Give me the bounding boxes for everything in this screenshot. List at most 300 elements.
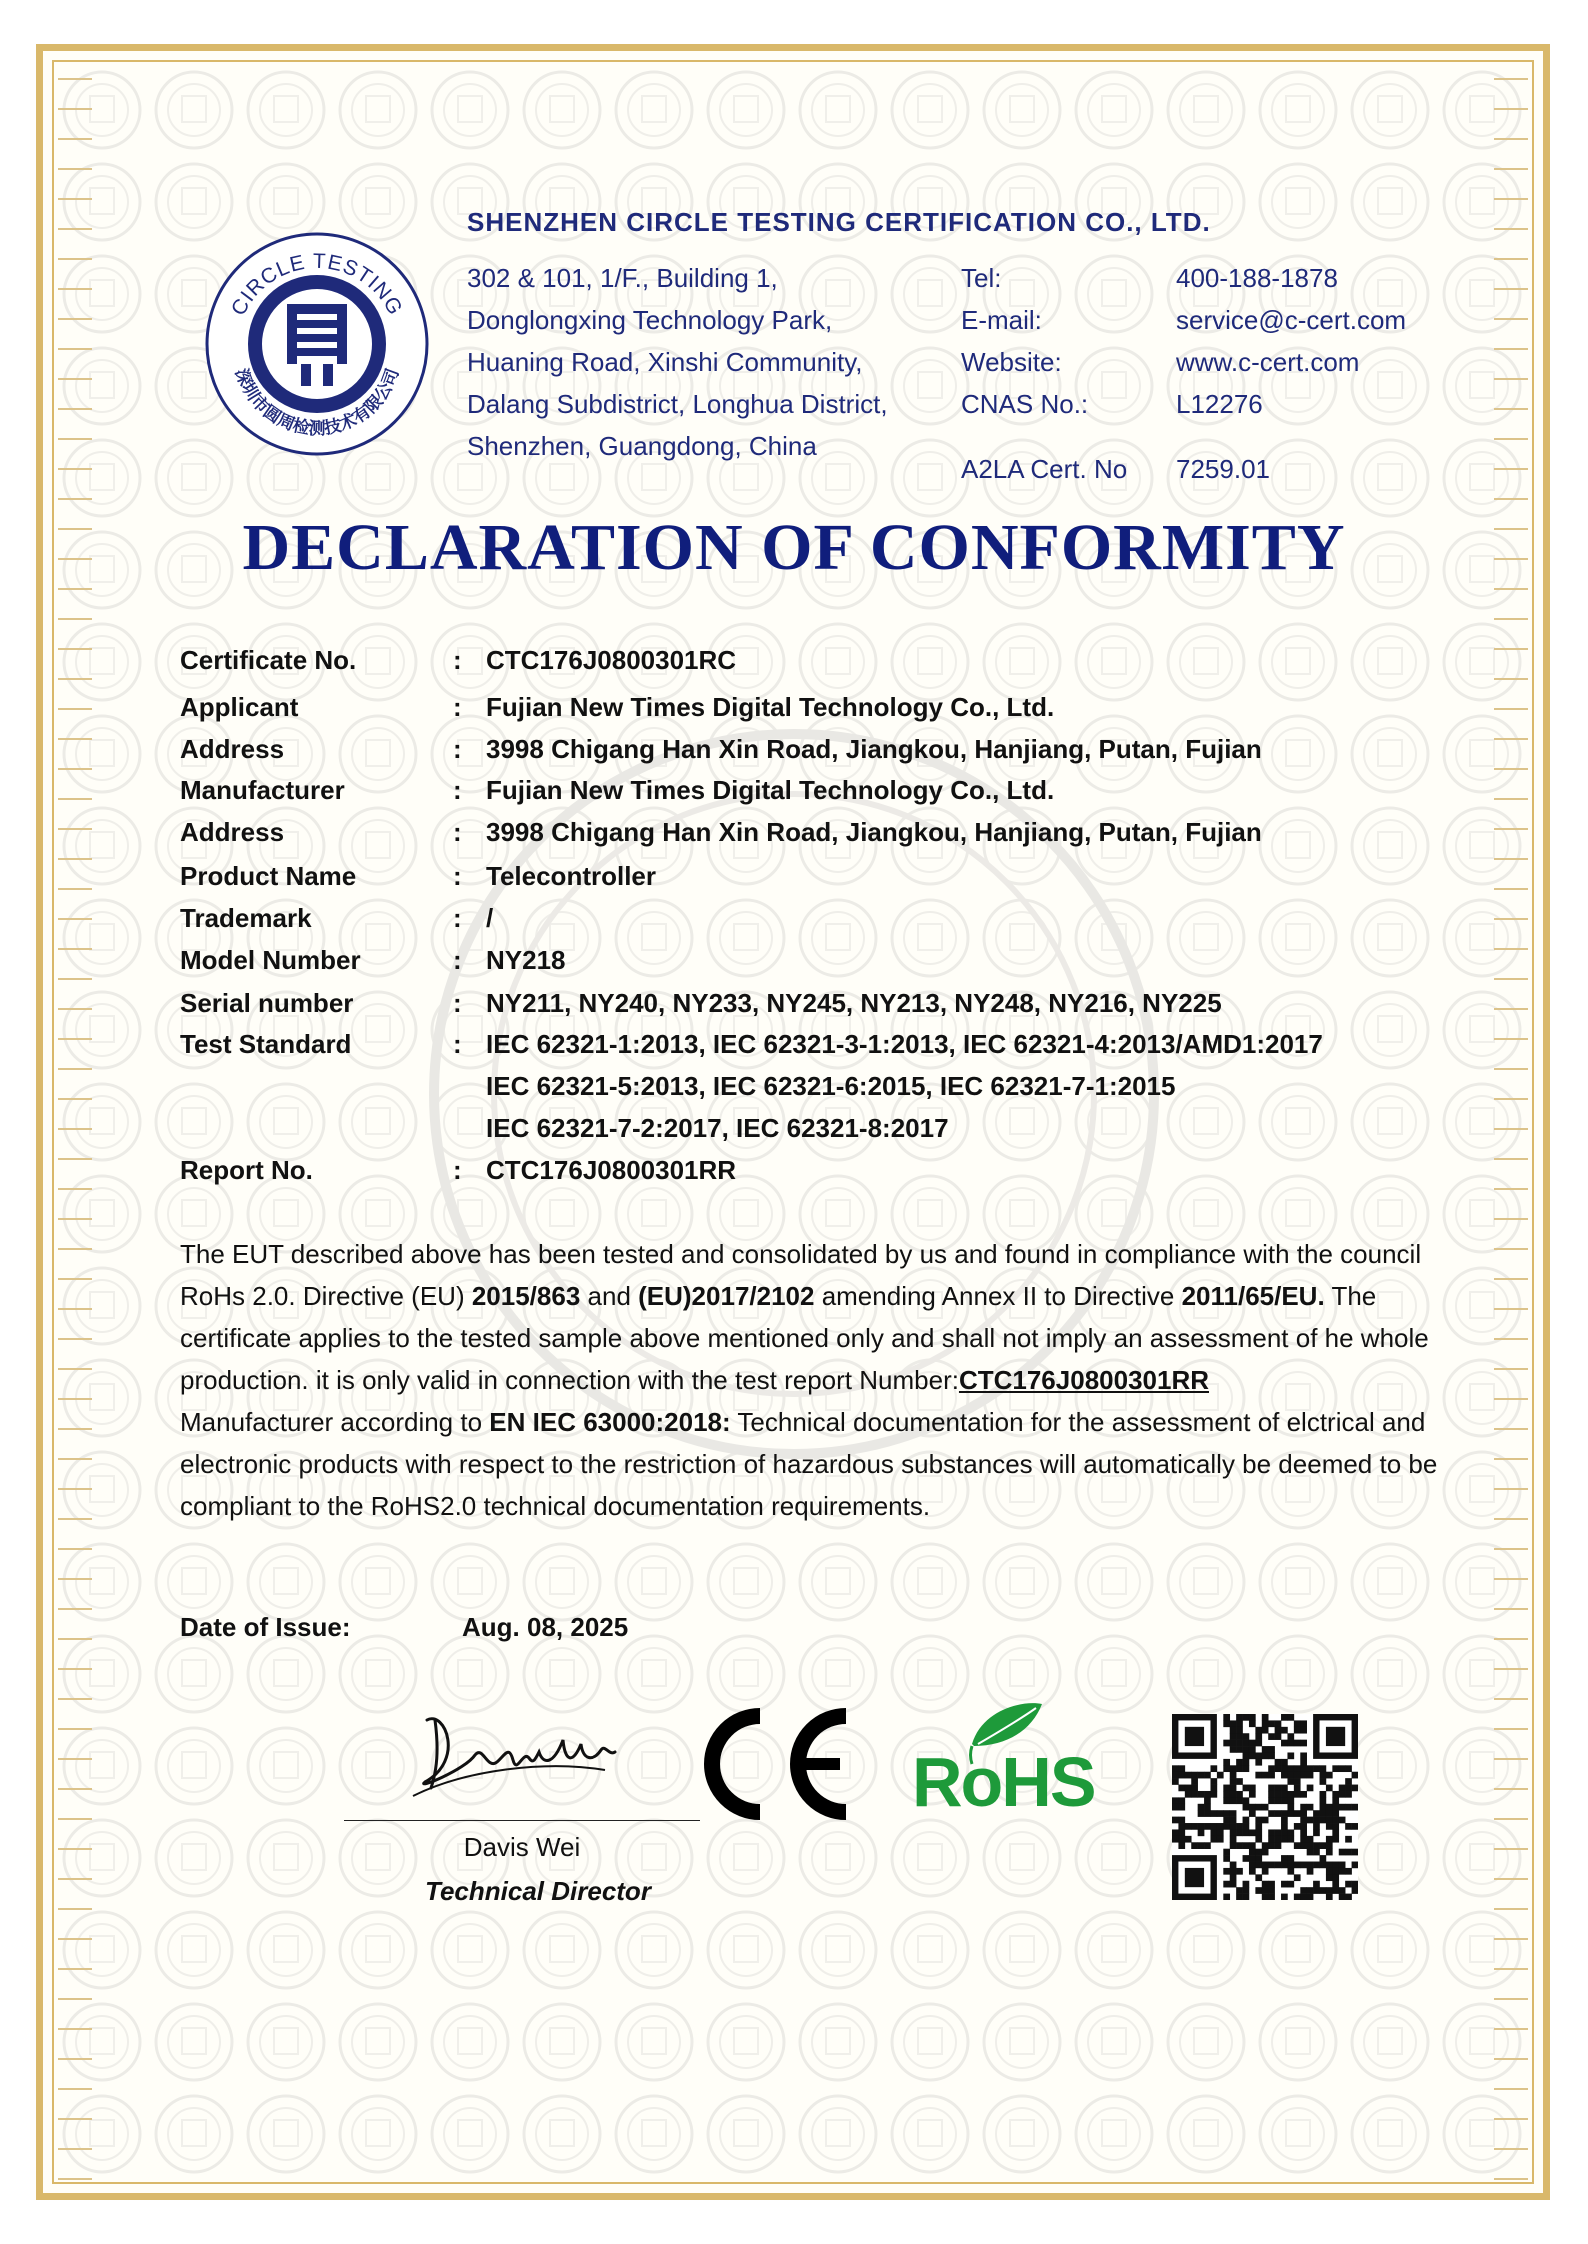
qr-module — [1191, 1842, 1198, 1849]
qr-module — [1236, 1842, 1243, 1849]
qr-module — [1223, 1785, 1230, 1792]
qr-module — [1217, 1772, 1224, 1779]
qr-module — [1275, 1785, 1282, 1792]
qr-module — [1332, 1817, 1339, 1824]
qr-module — [1223, 1881, 1230, 1888]
qr-module — [1332, 1874, 1339, 1881]
qr-module — [1223, 1817, 1230, 1824]
qr-module — [1223, 1810, 1230, 1817]
qr-module — [1262, 1752, 1269, 1759]
qr-module — [1300, 1894, 1307, 1900]
statement-directive: 2011/65/EU. — [1181, 1281, 1325, 1311]
qr-module — [1300, 1829, 1307, 1836]
qr-module — [1243, 1823, 1250, 1830]
qr-module — [1320, 1855, 1327, 1862]
qr-module — [1345, 1849, 1352, 1856]
manufacturer-address-value: 3998 Chigang Han Xin Road, Jiangkou, Hanjiang, Putan, Fujian — [486, 817, 1262, 847]
qr-module — [1281, 1759, 1288, 1766]
qr-module — [1326, 1874, 1333, 1881]
qr-module — [1326, 1887, 1333, 1894]
company-address-line: 302 & 101, 1/F., Building 1, — [467, 263, 778, 293]
qr-module — [1294, 1772, 1301, 1779]
qr-module — [1236, 1727, 1243, 1734]
qr-module — [1275, 1836, 1282, 1843]
qr-module — [1262, 1772, 1269, 1779]
qr-module — [1204, 1791, 1211, 1798]
qr-module — [1262, 1894, 1269, 1900]
qr-module — [1300, 1765, 1307, 1772]
qr-finder-pattern — [1185, 1868, 1204, 1887]
qr-module — [1230, 1746, 1237, 1753]
qr-module — [1230, 1785, 1237, 1792]
qr-module — [1268, 1791, 1275, 1798]
tel-label: Tel: — [961, 263, 1002, 293]
qr-module — [1262, 1714, 1269, 1721]
qr-module — [1287, 1778, 1294, 1785]
qr-module — [1217, 1829, 1224, 1836]
model-number-value: NY218 — [486, 945, 566, 975]
email-label: E-mail: — [961, 305, 1042, 335]
statement-text: Manufacturer according to — [180, 1407, 490, 1437]
qr-module — [1255, 1759, 1262, 1766]
qr-module — [1300, 1791, 1307, 1798]
qr-module — [1339, 1862, 1346, 1869]
field-colon: : — [453, 1155, 462, 1185]
qr-module — [1345, 1804, 1352, 1811]
qr-module — [1243, 1797, 1250, 1804]
qr-module — [1243, 1740, 1250, 1747]
product-name-value: Telecontroller — [486, 861, 657, 891]
qr-module — [1223, 1791, 1230, 1798]
qr-module — [1320, 1804, 1327, 1811]
qr-module — [1223, 1740, 1230, 1747]
qr-module — [1249, 1862, 1256, 1869]
qr-module — [1243, 1733, 1250, 1740]
qr-module — [1307, 1862, 1314, 1869]
a2la-label: A2LA Cert. No — [961, 454, 1128, 484]
qr-module — [1287, 1752, 1294, 1759]
qr-module — [1249, 1849, 1256, 1856]
qr-module — [1300, 1842, 1307, 1849]
qr-module — [1223, 1714, 1230, 1721]
qr-module — [1217, 1823, 1224, 1830]
qr-module — [1275, 1862, 1282, 1869]
qr-module — [1172, 1765, 1179, 1772]
qr-module — [1223, 1720, 1230, 1727]
qr-module — [1230, 1829, 1237, 1836]
qr-code[interactable] — [1172, 1714, 1358, 1900]
logo-arc-text: CIRCLE TESTING — [227, 249, 407, 320]
qr-module — [1307, 1894, 1314, 1900]
email-value: service@c-cert.com — [1176, 305, 1407, 335]
field-colon: : — [453, 734, 462, 764]
qr-module — [1275, 1733, 1282, 1740]
qr-module — [1236, 1765, 1243, 1772]
test-standard-value: IEC 62321-1:2013, IEC 62321-3-1:2013, IEC 62321-4:2013/AMD1:2017 — [486, 1029, 1323, 1059]
qr-module — [1249, 1829, 1256, 1836]
qr-module — [1191, 1823, 1198, 1830]
qr-module — [1307, 1836, 1314, 1843]
qr-module — [1230, 1765, 1237, 1772]
qr-module — [1243, 1887, 1250, 1894]
qr-module — [1249, 1720, 1256, 1727]
qr-module — [1268, 1842, 1275, 1849]
trademark-label: Trademark — [180, 903, 312, 933]
qr-module — [1178, 1829, 1185, 1836]
certificate-no-value: CTC176J0800301RC — [486, 645, 737, 675]
qr-module — [1320, 1810, 1327, 1817]
qr-module — [1255, 1836, 1262, 1843]
rohs-mark-text: RoHS — [912, 1743, 1095, 1816]
qr-module — [1294, 1727, 1301, 1734]
qr-module — [1300, 1817, 1307, 1824]
qr-module — [1352, 1862, 1358, 1869]
field-colon: : — [453, 692, 462, 722]
qr-module — [1210, 1823, 1217, 1830]
qr-module — [1281, 1797, 1288, 1804]
qr-module — [1230, 1720, 1237, 1727]
qr-module — [1287, 1740, 1294, 1747]
qr-module — [1268, 1887, 1275, 1894]
statement-paragraph-1 — [180, 1233, 1440, 1401]
qr-module — [1332, 1810, 1339, 1817]
qr-module — [1243, 1842, 1250, 1849]
qr-module — [1332, 1868, 1339, 1875]
qr-module — [1313, 1842, 1320, 1849]
qr-module — [1255, 1874, 1262, 1881]
qr-module — [1307, 1868, 1314, 1875]
handwritten-signature — [405, 1700, 635, 1810]
qr-module — [1230, 1740, 1237, 1747]
qr-module — [1326, 1862, 1333, 1869]
statement-paragraph-2 — [180, 1401, 1440, 1527]
qr-module — [1249, 1714, 1256, 1721]
qr-module — [1300, 1720, 1307, 1727]
statement-text: amending Annex II to Directive — [814, 1281, 1182, 1311]
qr-module — [1268, 1797, 1275, 1804]
qr-module — [1210, 1829, 1217, 1836]
qr-module — [1300, 1759, 1307, 1766]
qr-module — [1300, 1862, 1307, 1869]
qr-module — [1307, 1772, 1314, 1779]
qr-module — [1268, 1836, 1275, 1843]
qr-module — [1268, 1752, 1275, 1759]
applicant-label: Applicant — [180, 692, 299, 722]
statement-text: Technical documentation for the assessment of elctrical and electronic products with respect to the restriction of hazardous substances will automatically be deemed to be compliant to the RoHS2.0 technical documentation requirements. — [180, 1407, 1438, 1521]
qr-module — [1300, 1804, 1307, 1811]
field-colon: : — [453, 988, 462, 1018]
qr-module — [1287, 1881, 1294, 1888]
qr-module — [1262, 1727, 1269, 1734]
qr-module — [1281, 1823, 1288, 1830]
qr-module — [1275, 1791, 1282, 1798]
qr-module — [1198, 1772, 1205, 1779]
qr-module — [1294, 1785, 1301, 1792]
qr-module — [1178, 1836, 1185, 1843]
qr-module — [1236, 1714, 1243, 1721]
qr-module — [1326, 1785, 1333, 1792]
qr-module — [1281, 1785, 1288, 1792]
qr-module — [1255, 1752, 1262, 1759]
qr-module — [1281, 1772, 1288, 1779]
qr-module — [1339, 1765, 1346, 1772]
field-colon: : — [453, 945, 462, 975]
qr-module — [1172, 1829, 1179, 1836]
qr-module — [1236, 1740, 1243, 1747]
qr-module — [1236, 1797, 1243, 1804]
qr-module — [1313, 1862, 1320, 1869]
qr-module — [1243, 1752, 1250, 1759]
qr-module — [1230, 1874, 1237, 1881]
qr-module — [1313, 1849, 1320, 1856]
qr-module — [1268, 1829, 1275, 1836]
qr-module — [1268, 1720, 1275, 1727]
qr-module — [1243, 1855, 1250, 1862]
qr-finder-pattern — [1185, 1727, 1204, 1746]
qr-module — [1275, 1765, 1282, 1772]
qr-module — [1313, 1810, 1320, 1817]
qr-module — [1332, 1836, 1339, 1843]
qr-module — [1281, 1855, 1288, 1862]
qr-module — [1262, 1862, 1269, 1869]
statement-directive: (EU)2017/2102 — [638, 1281, 815, 1311]
qr-module — [1287, 1810, 1294, 1817]
qr-module — [1294, 1765, 1301, 1772]
qr-module — [1345, 1881, 1352, 1888]
qr-module — [1339, 1894, 1346, 1900]
qr-module — [1185, 1836, 1192, 1843]
qr-module — [1320, 1887, 1327, 1894]
qr-module — [1268, 1746, 1275, 1753]
qr-module — [1243, 1746, 1250, 1753]
qr-module — [1287, 1829, 1294, 1836]
qr-module — [1345, 1836, 1352, 1843]
field-colon: : — [453, 1029, 462, 1059]
qr-module — [1294, 1740, 1301, 1747]
qr-module — [1223, 1823, 1230, 1830]
qr-module — [1287, 1791, 1294, 1798]
qr-module — [1307, 1842, 1314, 1849]
qr-module — [1262, 1817, 1269, 1824]
qr-module — [1262, 1720, 1269, 1727]
field-colon: : — [453, 775, 462, 805]
serial-number-value: NY211, NY240, NY233, NY245, NY213, NY248, NY216, NY225 — [486, 988, 1222, 1018]
qr-module — [1249, 1804, 1256, 1811]
qr-module — [1178, 1823, 1185, 1830]
qr-module — [1281, 1740, 1288, 1747]
company-address-line: Donglongxing Technology Park, — [467, 305, 833, 335]
qr-module — [1210, 1836, 1217, 1843]
qr-module — [1255, 1727, 1262, 1734]
company-address-line: Shenzhen, Guangdong, China — [467, 431, 817, 461]
qr-module — [1249, 1842, 1256, 1849]
rohs-mark — [912, 1700, 1102, 1816]
qr-module — [1307, 1849, 1314, 1856]
qr-module — [1198, 1842, 1205, 1849]
model-number-label: Model Number — [180, 945, 361, 975]
qr-module — [1172, 1797, 1179, 1804]
qr-module — [1320, 1862, 1327, 1869]
qr-module — [1287, 1765, 1294, 1772]
qr-module — [1230, 1868, 1237, 1875]
qr-module — [1300, 1752, 1307, 1759]
qr-module — [1204, 1810, 1211, 1817]
qr-module — [1243, 1804, 1250, 1811]
qr-module — [1217, 1810, 1224, 1817]
qr-module — [1255, 1804, 1262, 1811]
qr-module — [1300, 1772, 1307, 1779]
qr-module — [1236, 1746, 1243, 1753]
qr-module — [1204, 1772, 1211, 1779]
qr-module — [1223, 1855, 1230, 1862]
qr-module — [1326, 1868, 1333, 1875]
qr-module — [1249, 1810, 1256, 1817]
qr-module — [1287, 1772, 1294, 1779]
qr-module — [1243, 1881, 1250, 1888]
qr-module — [1332, 1823, 1339, 1830]
qr-module — [1268, 1894, 1275, 1900]
applicant-value: Fujian New Times Digital Technology Co., Ltd. — [486, 692, 1055, 722]
qr-module — [1332, 1797, 1339, 1804]
qr-module — [1198, 1829, 1205, 1836]
cnas-value: L12276 — [1176, 389, 1263, 419]
qr-module — [1332, 1881, 1339, 1888]
manufacturer-label: Manufacturer — [180, 775, 345, 805]
qr-module — [1313, 1887, 1320, 1894]
qr-module — [1249, 1855, 1256, 1862]
qr-module — [1249, 1791, 1256, 1798]
qr-module — [1320, 1797, 1327, 1804]
qr-module — [1294, 1874, 1301, 1881]
qr-finder-pattern — [1326, 1727, 1345, 1746]
qr-module — [1230, 1817, 1237, 1824]
qr-module — [1223, 1797, 1230, 1804]
trademark-value: / — [486, 903, 494, 933]
qr-module — [1236, 1823, 1243, 1830]
qr-module — [1255, 1823, 1262, 1830]
qr-module — [1210, 1785, 1217, 1792]
qr-module — [1339, 1791, 1346, 1798]
qr-module — [1352, 1785, 1358, 1792]
qr-module — [1294, 1823, 1301, 1830]
qr-module — [1243, 1714, 1250, 1721]
qr-module — [1345, 1765, 1352, 1772]
qr-module — [1178, 1804, 1185, 1811]
qr-module — [1198, 1823, 1205, 1830]
qr-module — [1352, 1823, 1358, 1830]
qr-module — [1332, 1829, 1339, 1836]
website-value: www.c-cert.com — [1176, 347, 1360, 377]
qr-module — [1255, 1829, 1262, 1836]
test-standard-value-continued: IEC 62321-7-2:2017, IEC 62321-8:2017 — [486, 1113, 949, 1143]
qr-module — [1307, 1887, 1314, 1894]
test-standard-label: Test Standard — [180, 1029, 352, 1059]
qr-module — [1255, 1772, 1262, 1779]
statement-directive: 2015/863 — [471, 1281, 581, 1311]
qr-module — [1230, 1733, 1237, 1740]
qr-module — [1313, 1829, 1320, 1836]
qr-module — [1230, 1727, 1237, 1734]
qr-module — [1281, 1829, 1288, 1836]
qr-module — [1300, 1740, 1307, 1747]
qr-module — [1326, 1849, 1333, 1856]
qr-module — [1230, 1862, 1237, 1869]
statement-text: The certificate applies to the tested sample above mentioned only and shall not imply an assessment of he whole production. it is only valid in connection with the test report Number: — [180, 1281, 1429, 1395]
logo-ring-text: 深圳市圆周检测技术有限公司 — [230, 365, 404, 439]
qr-module — [1255, 1855, 1262, 1862]
qr-module — [1345, 1868, 1352, 1875]
qr-module — [1262, 1881, 1269, 1888]
qr-module — [1230, 1810, 1237, 1817]
qr-module — [1262, 1887, 1269, 1894]
qr-module — [1185, 1772, 1192, 1779]
qr-module — [1300, 1810, 1307, 1817]
qr-module — [1249, 1740, 1256, 1747]
qr-module — [1243, 1759, 1250, 1766]
qr-module — [1191, 1772, 1198, 1779]
qr-module — [1204, 1804, 1211, 1811]
qr-module — [1287, 1855, 1294, 1862]
qr-module — [1313, 1817, 1320, 1824]
qr-module — [1275, 1842, 1282, 1849]
test-standard-value-continued: IEC 62321-5:2013, IEC 62321-6:2015, IEC 62321-7-1:2015 — [486, 1071, 1176, 1101]
qr-module — [1332, 1804, 1339, 1811]
qr-module — [1326, 1804, 1333, 1811]
qr-module — [1172, 1804, 1179, 1811]
qr-module — [1287, 1862, 1294, 1869]
qr-module — [1281, 1810, 1288, 1817]
date-of-issue-value: Aug. 08, 2025 — [462, 1612, 629, 1642]
qr-module — [1300, 1727, 1307, 1734]
statement-text: and — [580, 1281, 639, 1311]
qr-module — [1255, 1817, 1262, 1824]
qr-module — [1307, 1785, 1314, 1792]
qr-module — [1339, 1785, 1346, 1792]
qr-module — [1185, 1823, 1192, 1830]
qr-module — [1191, 1778, 1198, 1785]
qr-module — [1236, 1868, 1243, 1875]
qr-module — [1287, 1868, 1294, 1875]
company-address-line: Dalang Subdistrict, Longhua District, — [467, 389, 888, 419]
qr-module — [1243, 1765, 1250, 1772]
qr-module — [1294, 1894, 1301, 1900]
qr-module — [1326, 1817, 1333, 1824]
qr-module — [1313, 1881, 1320, 1888]
qr-module — [1210, 1778, 1217, 1785]
qr-module — [1352, 1887, 1358, 1894]
qr-module — [1345, 1823, 1352, 1830]
qr-module — [1313, 1823, 1320, 1830]
signer-name: Davis Wei — [463, 1832, 581, 1862]
qr-module — [1178, 1817, 1185, 1824]
qr-module — [1178, 1765, 1185, 1772]
qr-module — [1294, 1778, 1301, 1785]
qr-module — [1230, 1797, 1237, 1804]
qr-module — [1262, 1849, 1269, 1856]
field-colon: : — [453, 817, 462, 847]
qr-module — [1178, 1785, 1185, 1792]
qr-module — [1275, 1829, 1282, 1836]
qr-module — [1262, 1746, 1269, 1753]
qr-module — [1320, 1772, 1327, 1779]
qr-module — [1236, 1759, 1243, 1766]
qr-module — [1345, 1778, 1352, 1785]
manufacturer-address-label: Address — [180, 817, 285, 847]
qr-module — [1287, 1804, 1294, 1811]
qr-module — [1287, 1797, 1294, 1804]
qr-module — [1294, 1862, 1301, 1869]
applicant-address-value: 3998 Chigang Han Xin Road, Jiangkou, Hanjiang, Putan, Fujian — [486, 734, 1262, 764]
